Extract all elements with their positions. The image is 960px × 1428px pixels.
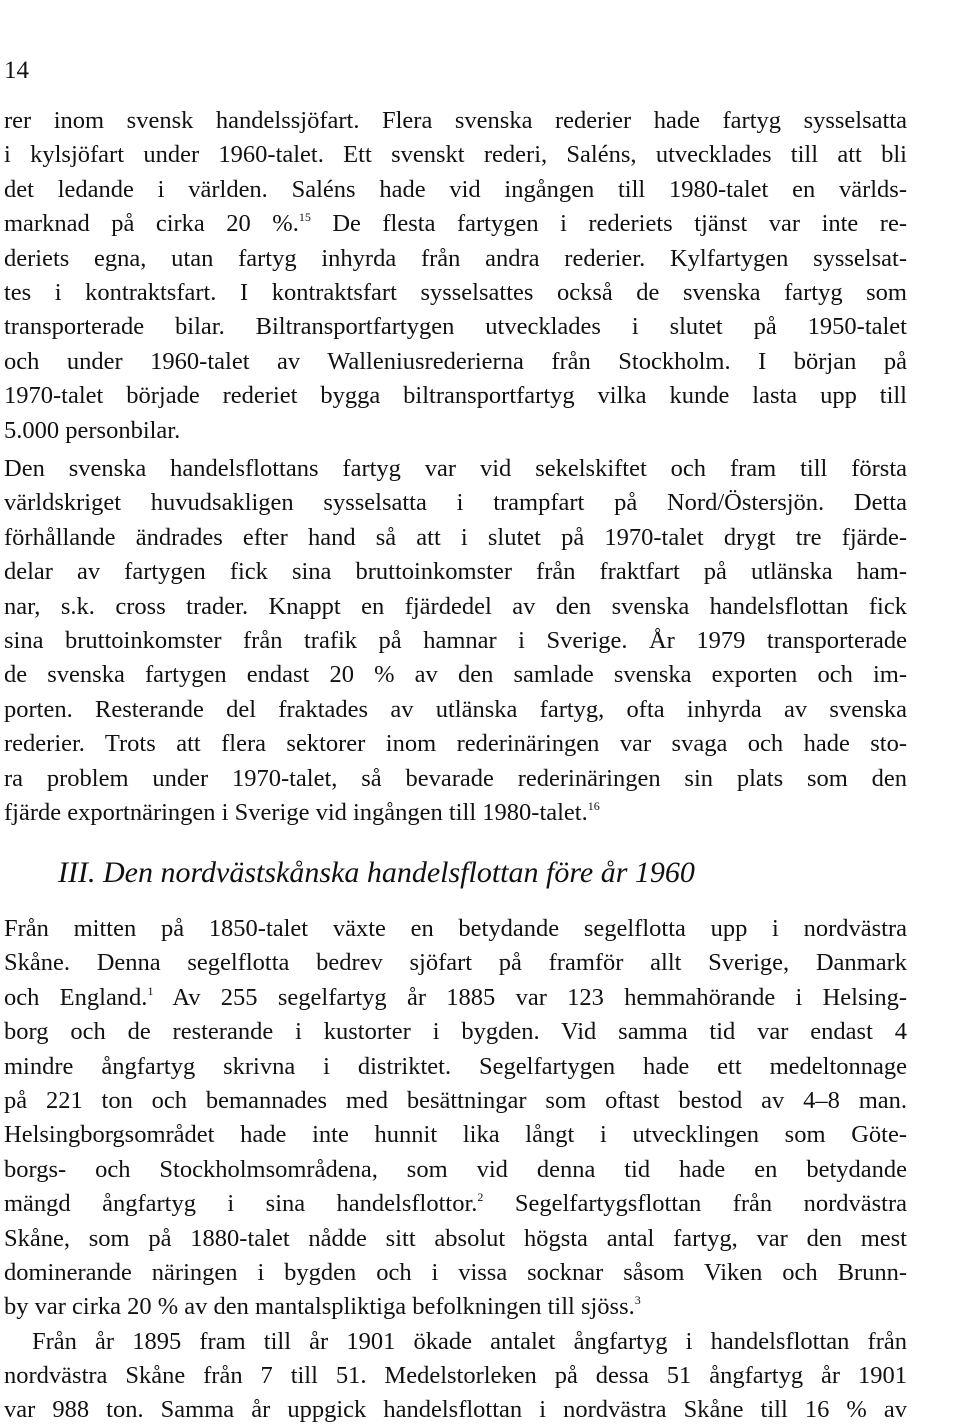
- text-line: porten. Resterande del fraktades av utlänska fartyg, ofta inhyrda av svenska: [4, 695, 907, 723]
- text-line: deriets egna, utan fartyg inhyrda från andra rederier. Kylfartygen sysselsat-: [4, 244, 907, 272]
- paragraph-kylsjofart: [4, 104, 907, 448]
- text-line: dominerande näringen i bygden och i vissa socknar såsom Viken och Brunn-: [4, 1258, 907, 1286]
- paragraph-segelflotta: [4, 912, 907, 1428]
- text-line: sina bruttoinkomster från trafik på hamnar i Sverige. År 1979 transporterade: [4, 626, 907, 654]
- footnote-ref-1: 1: [147, 983, 154, 998]
- text-line: borgs- och Stockholmsområdena, som vid denna tid hade en betydande: [4, 1155, 907, 1183]
- text-line: på 221 ton och bemannades med besättningar som oftast bestod av 4–8 man.: [4, 1086, 907, 1114]
- text-segment: och England.: [4, 983, 148, 1011]
- text-line: nar, s.k. cross trader. Knappt en fjärdedel av den svenska handelsflottan fick: [4, 592, 907, 620]
- text-segment: De flesta fartygen i rederiets tjänst var inte re-: [332, 210, 907, 238]
- text-line: förhållande ändrades efter hand så att i slutet på 1970-talet drygt tre fjärde-: [4, 523, 907, 551]
- text-line: Skåne. Denna segelflotta bedrev sjöfart på framför allt Sverige, Danmark: [4, 949, 907, 977]
- text-line: rederier. Trots att flera sektorer inom rederinäringen var svaga och hade sto-: [4, 730, 907, 758]
- text-segment: Segelfartygsflottan från nordvästra: [514, 1190, 907, 1218]
- section-heading: III. Den nordvästskånska handelsflottan före år 1960: [58, 856, 695, 889]
- text-line: rer inom svensk handelssjöfart. Flera svenska rederier hade fartyg sysselsatta: [4, 107, 907, 134]
- text-line: ra problem under 1970-talet, så bevarade rederinäringen sin plats som den: [4, 764, 907, 792]
- text-line: [4, 981, 907, 1015]
- footnote-ref-15: 15: [298, 210, 311, 225]
- text-line: Den svenska handelsflottans fartyg var vid sekelskiftet och fram till första: [4, 455, 907, 482]
- text-line: 1970-talet började rederiet bygga biltransportfartyg vilka kunde lasta upp till: [4, 382, 907, 410]
- text-line: Från mitten på 1850-talet växte en betydande segelflotta upp i nordvästra: [4, 915, 907, 942]
- text-segment: by var cirka 20 % av den mantalspliktiga befolkningen till sjöss.: [4, 1293, 635, 1321]
- text-line: nordvästra Skåne från 7 till 51. Medelstorleken på dessa 51 ångfartyg år 1901: [4, 1362, 907, 1390]
- text-line: [4, 1290, 907, 1324]
- page-number: 14: [4, 57, 29, 84]
- text-line: världskriget huvudsakligen sysselsatta i trampfart på Nord/Östersjön. Detta: [4, 489, 907, 517]
- text-segment: mängd ångfartyg i sina handelsflottor.: [4, 1190, 478, 1218]
- text-line: borg och de resterande i kustorter i bygden. Vid samma tid var endast 4: [4, 1018, 907, 1046]
- text-line: 5.000 personbilar.: [4, 416, 181, 444]
- text-line: Helsingborgsområdet hade inte hunnit lika långt i utvecklingen som Göte-: [4, 1121, 907, 1149]
- text-segment: marknad på cirka 20 %.: [4, 210, 299, 238]
- text-line: Från år 1895 fram till år 1901 ökade antalet ångfartyg i handelsflottan från: [32, 1327, 907, 1355]
- text-line: tes i kontraktsfart. I kontraktsfart sysselsattes också de svenska fartyg som: [4, 278, 907, 306]
- footnote-ref-2: 2: [477, 1190, 484, 1205]
- text-line: och under 1960-talet av Walleniusrederierna från Stockholm. I början på: [4, 347, 907, 375]
- paragraph-handelsflottan: [4, 452, 907, 830]
- text-line: var 988 ton. Samma år uppgick handelsflottan i nordvästra Skåne till 16 % av: [4, 1396, 907, 1424]
- footnote-ref-3: 3: [634, 1293, 641, 1308]
- text-line: Skåne, som på 1880-talet nådde sitt absolut högsta antal fartyg, var den mest: [4, 1224, 907, 1252]
- footnote-ref-16: 16: [587, 798, 600, 813]
- text-line: i kylsjöfart under 1960-talet. Ett svenskt rederi, Saléns, utvecklades till att bli: [4, 141, 907, 169]
- text-line: [4, 1187, 907, 1221]
- text-line: det ledande i världen. Saléns hade vid ingången till 1980-talet en världs-: [4, 175, 907, 203]
- text-line: [4, 207, 907, 241]
- text-segment: Av 255 segelfartyg år 1885 var 123 hemmahörande i Helsing-: [172, 983, 907, 1011]
- text-line: delar av fartygen fick sina bruttoinkomster från fraktfart på utlänska ham-: [4, 558, 907, 586]
- text-line: [4, 796, 907, 830]
- text-line: transporterade bilar. Biltransportfartygen utvecklades i slutet på 1950-talet: [4, 313, 907, 341]
- text-segment: fjärde exportnäringen i Sverige vid ingången till 1980-talet.: [4, 798, 588, 826]
- text-line: de svenska fartygen endast 20 % av den samlade svenska exporten och im-: [4, 661, 907, 689]
- text-line: mindre ångfartyg skrivna i distriktet. Segelfartygen hade ett medeltonnage: [4, 1052, 907, 1080]
